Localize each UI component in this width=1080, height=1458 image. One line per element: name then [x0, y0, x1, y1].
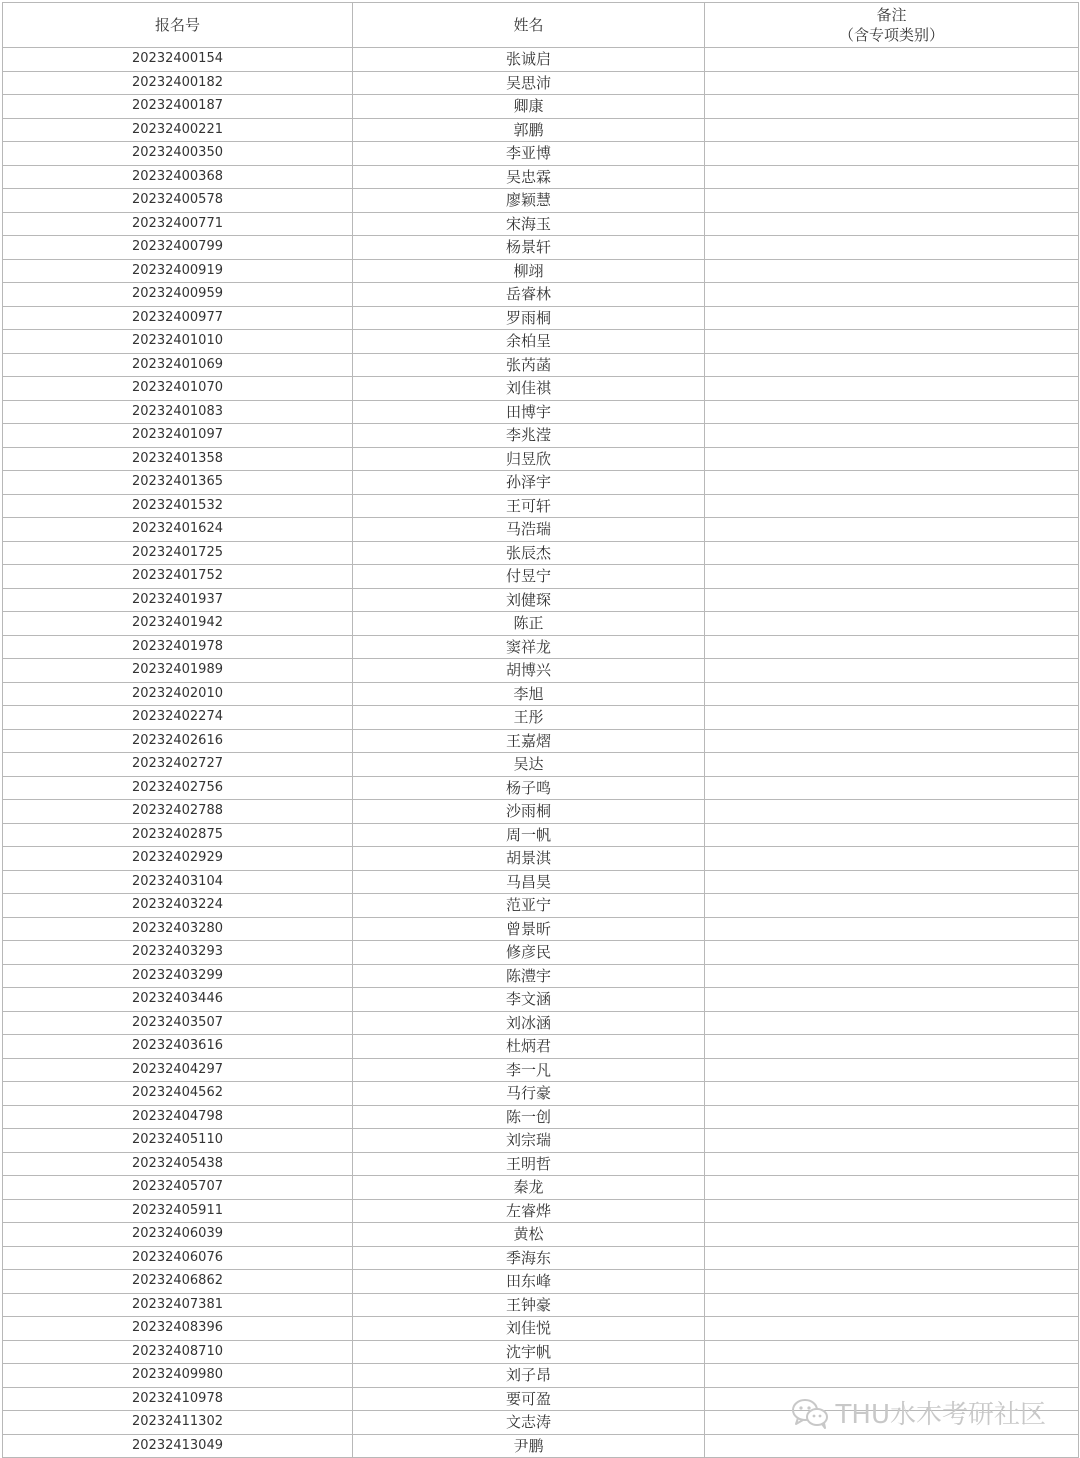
- cell-remark: [705, 847, 1079, 871]
- cell-id: 20232401069: [3, 353, 353, 377]
- cell-id: 20232400182: [3, 71, 353, 95]
- header-remark-title: 备注: [876, 6, 907, 24]
- cell-name: 陈正: [353, 612, 705, 636]
- cell-id: 20232400771: [3, 212, 353, 236]
- header-row: [3, 3, 1079, 48]
- cell-remark: [705, 447, 1079, 471]
- cell-name: 张诚启: [353, 48, 705, 72]
- table-row: [3, 659, 1079, 683]
- table-row: [3, 635, 1079, 659]
- table-row: [3, 1317, 1079, 1341]
- table-row: [3, 377, 1079, 401]
- table-row: [3, 1058, 1079, 1082]
- cell-id: 20232401010: [3, 330, 353, 354]
- cell-remark: [705, 1270, 1079, 1294]
- cell-id: 20232400350: [3, 142, 353, 166]
- cell-id: 20232402616: [3, 729, 353, 753]
- header-id: 报名号: [3, 3, 353, 48]
- cell-id: 20232403293: [3, 941, 353, 965]
- cell-remark: [705, 682, 1079, 706]
- cell-id: 20232401532: [3, 494, 353, 518]
- cell-name: 窦祥龙: [353, 635, 705, 659]
- cell-id: 20232402756: [3, 776, 353, 800]
- table-row: [3, 1293, 1079, 1317]
- table-row: [3, 212, 1079, 236]
- cell-name: 刘健琛: [353, 588, 705, 612]
- cell-name: 王钟豪: [353, 1293, 705, 1317]
- cell-id: 20232400977: [3, 306, 353, 330]
- cell-id: 20232404798: [3, 1105, 353, 1129]
- cell-remark: [705, 48, 1079, 72]
- cell-name: 王彤: [353, 706, 705, 730]
- table-row: [3, 729, 1079, 753]
- cell-id: 20232408710: [3, 1340, 353, 1364]
- table-row: [3, 1434, 1079, 1458]
- table-row: [3, 753, 1079, 777]
- cell-remark: [705, 1246, 1079, 1270]
- cell-id: 20232402788: [3, 800, 353, 824]
- cell-name: 李亚博: [353, 142, 705, 166]
- cell-name: 黄松: [353, 1223, 705, 1247]
- cell-name: 杜炳君: [353, 1035, 705, 1059]
- cell-name: 孙泽宇: [353, 471, 705, 495]
- cell-remark: [705, 1340, 1079, 1364]
- cell-remark: [705, 1293, 1079, 1317]
- cell-id: 20232402727: [3, 753, 353, 777]
- cell-remark: [705, 1317, 1079, 1341]
- cell-id: 20232403616: [3, 1035, 353, 1059]
- cell-remark: [705, 1434, 1079, 1458]
- table-row: [3, 988, 1079, 1012]
- cell-remark: [705, 518, 1079, 542]
- cell-remark: [705, 189, 1079, 213]
- cell-remark: [705, 706, 1079, 730]
- table-row: [3, 95, 1079, 119]
- cell-name: 刘子昂: [353, 1364, 705, 1388]
- cell-remark: [705, 95, 1079, 119]
- cell-id: 20232413049: [3, 1434, 353, 1458]
- cell-name: 陈一创: [353, 1105, 705, 1129]
- cell-id: 20232401358: [3, 447, 353, 471]
- cell-remark: [705, 1387, 1079, 1411]
- cell-name: 李兆滢: [353, 424, 705, 448]
- table-row: [3, 565, 1079, 589]
- cell-remark: [705, 894, 1079, 918]
- admission-table: [2, 2, 1079, 1458]
- cell-name: 杨子鸣: [353, 776, 705, 800]
- cell-id: 20232401978: [3, 635, 353, 659]
- cell-id: 20232401942: [3, 612, 353, 636]
- cell-remark: [705, 494, 1079, 518]
- cell-remark: [705, 659, 1079, 683]
- cell-name: 张芮菡: [353, 353, 705, 377]
- cell-name: 周一帆: [353, 823, 705, 847]
- cell-name: 宋海玉: [353, 212, 705, 236]
- table-row: [3, 682, 1079, 706]
- cell-id: 20232400578: [3, 189, 353, 213]
- cell-id: 20232403280: [3, 917, 353, 941]
- cell-name: 张辰杰: [353, 541, 705, 565]
- table-row: [3, 800, 1079, 824]
- cell-remark: [705, 424, 1079, 448]
- cell-name: 王可轩: [353, 494, 705, 518]
- cell-name: 柳翊: [353, 259, 705, 283]
- cell-name: 廖颖慧: [353, 189, 705, 213]
- admission-list: [2, 2, 1078, 1458]
- table-row: [3, 1129, 1079, 1153]
- cell-remark: [705, 1035, 1079, 1059]
- cell-remark: [705, 165, 1079, 189]
- cell-name: 刘佳祺: [353, 377, 705, 401]
- cell-id: 20232411302: [3, 1411, 353, 1435]
- cell-name: 秦龙: [353, 1176, 705, 1200]
- cell-id: 20232403224: [3, 894, 353, 918]
- table-row: [3, 259, 1079, 283]
- cell-name: 刘冰涵: [353, 1011, 705, 1035]
- cell-id: 20232406862: [3, 1270, 353, 1294]
- table-row: [3, 400, 1079, 424]
- cell-id: 20232406039: [3, 1223, 353, 1247]
- cell-remark: [705, 142, 1079, 166]
- cell-name: 田东峰: [353, 1270, 705, 1294]
- cell-remark: [705, 823, 1079, 847]
- table-row: [3, 776, 1079, 800]
- cell-remark: [705, 964, 1079, 988]
- cell-id: 20232401365: [3, 471, 353, 495]
- cell-remark: [705, 729, 1079, 753]
- table-row: [3, 917, 1079, 941]
- cell-id: 20232408396: [3, 1317, 353, 1341]
- cell-id: 20232403446: [3, 988, 353, 1012]
- cell-name: 吴思沛: [353, 71, 705, 95]
- cell-name: 曾景昕: [353, 917, 705, 941]
- table-row: [3, 424, 1079, 448]
- cell-remark: [705, 118, 1079, 142]
- table-row: [3, 941, 1079, 965]
- cell-remark: [705, 753, 1079, 777]
- cell-remark: [705, 1082, 1079, 1106]
- cell-id: 20232404562: [3, 1082, 353, 1106]
- table-row: [3, 588, 1079, 612]
- cell-name: 罗雨桐: [353, 306, 705, 330]
- table-row: [3, 189, 1079, 213]
- cell-remark: [705, 377, 1079, 401]
- cell-remark: [705, 1011, 1079, 1035]
- cell-name: 杨景轩: [353, 236, 705, 260]
- cell-remark: [705, 988, 1079, 1012]
- cell-id: 20232403299: [3, 964, 353, 988]
- cell-remark: [705, 353, 1079, 377]
- cell-id: 20232400221: [3, 118, 353, 142]
- cell-id: 20232400154: [3, 48, 353, 72]
- cell-remark: [705, 588, 1079, 612]
- cell-id: 20232401097: [3, 424, 353, 448]
- table-row: [3, 1199, 1079, 1223]
- table-row: [3, 1082, 1079, 1106]
- cell-id: 20232401989: [3, 659, 353, 683]
- table-row: [3, 306, 1079, 330]
- cell-remark: [705, 1129, 1079, 1153]
- cell-name: 王嘉熠: [353, 729, 705, 753]
- cell-name: 余柏呈: [353, 330, 705, 354]
- cell-remark: [705, 612, 1079, 636]
- cell-id: 20232405110: [3, 1129, 353, 1153]
- cell-remark: [705, 1364, 1079, 1388]
- cell-remark: [705, 1152, 1079, 1176]
- cell-id: 20232403104: [3, 870, 353, 894]
- cell-remark: [705, 212, 1079, 236]
- cell-remark: [705, 917, 1079, 941]
- cell-id: 20232402875: [3, 823, 353, 847]
- cell-id: 20232410978: [3, 1387, 353, 1411]
- cell-name: 范亚宁: [353, 894, 705, 918]
- table-row: [3, 330, 1079, 354]
- table-row: [3, 1246, 1079, 1270]
- cell-remark: [705, 1199, 1079, 1223]
- cell-name: 季海东: [353, 1246, 705, 1270]
- cell-remark: [705, 306, 1079, 330]
- table-row: [3, 165, 1079, 189]
- cell-id: 20232401083: [3, 400, 353, 424]
- table-row: [3, 71, 1079, 95]
- cell-id: 20232401752: [3, 565, 353, 589]
- cell-id: 20232405911: [3, 1199, 353, 1223]
- table-row: [3, 1364, 1079, 1388]
- cell-id: 20232401725: [3, 541, 353, 565]
- table-row: [3, 518, 1079, 542]
- cell-name: 李文涵: [353, 988, 705, 1012]
- header-remark-subtitle: （含专项类别）: [838, 26, 944, 44]
- cell-name: 沙雨桐: [353, 800, 705, 824]
- cell-name: 吴达: [353, 753, 705, 777]
- cell-name: 马浩瑞: [353, 518, 705, 542]
- cell-name: 田博宇: [353, 400, 705, 424]
- cell-name: 修彦民: [353, 941, 705, 965]
- cell-remark: [705, 400, 1079, 424]
- cell-name: 马行豪: [353, 1082, 705, 1106]
- cell-remark: [705, 236, 1079, 260]
- table-row: [3, 612, 1079, 636]
- cell-id: 20232400919: [3, 259, 353, 283]
- cell-remark: [705, 776, 1079, 800]
- table-row: [3, 541, 1079, 565]
- cell-id: 20232405707: [3, 1176, 353, 1200]
- table-row: [3, 706, 1079, 730]
- cell-id: 20232401070: [3, 377, 353, 401]
- cell-remark: [705, 471, 1079, 495]
- table-row: [3, 1105, 1079, 1129]
- table-row: [3, 870, 1079, 894]
- cell-id: 20232409980: [3, 1364, 353, 1388]
- cell-name: 马昌昊: [353, 870, 705, 894]
- cell-remark: [705, 283, 1079, 307]
- cell-name: 岳睿林: [353, 283, 705, 307]
- cell-remark: [705, 800, 1079, 824]
- cell-name: 刘宗瑞: [353, 1129, 705, 1153]
- table-row: [3, 353, 1079, 377]
- cell-name: 胡景淇: [353, 847, 705, 871]
- table-row: [3, 1411, 1079, 1435]
- table-row: [3, 118, 1079, 142]
- table-row: [3, 447, 1079, 471]
- cell-remark: [705, 941, 1079, 965]
- cell-id: 20232401937: [3, 588, 353, 612]
- table-body: [3, 48, 1079, 1458]
- cell-remark: [705, 635, 1079, 659]
- cell-name: 吴忠霖: [353, 165, 705, 189]
- cell-id: 20232400959: [3, 283, 353, 307]
- cell-remark: [705, 565, 1079, 589]
- cell-name: 沈宇帆: [353, 1340, 705, 1364]
- cell-name: 刘佳悦: [353, 1317, 705, 1341]
- table-row: [3, 48, 1079, 72]
- cell-remark: [705, 1058, 1079, 1082]
- cell-remark: [705, 1223, 1079, 1247]
- table-row: [3, 1176, 1079, 1200]
- table-row: [3, 1387, 1079, 1411]
- table-row: [3, 494, 1079, 518]
- cell-remark: [705, 1411, 1079, 1435]
- cell-name: 付昱宁: [353, 565, 705, 589]
- cell-id: 20232405438: [3, 1152, 353, 1176]
- cell-name: 李一凡: [353, 1058, 705, 1082]
- table-row: [3, 894, 1079, 918]
- header-remark: [705, 3, 1079, 48]
- cell-id: 20232402274: [3, 706, 353, 730]
- cell-name: 陈澧宇: [353, 964, 705, 988]
- cell-name: 李旭: [353, 682, 705, 706]
- cell-remark: [705, 330, 1079, 354]
- table-row: [3, 283, 1079, 307]
- table-row: [3, 847, 1079, 871]
- table-row: [3, 1270, 1079, 1294]
- cell-remark: [705, 1105, 1079, 1129]
- cell-name: 卿康: [353, 95, 705, 119]
- table-row: [3, 964, 1079, 988]
- cell-id: 20232400187: [3, 95, 353, 119]
- cell-remark: [705, 1176, 1079, 1200]
- table-row: [3, 1011, 1079, 1035]
- table-row: [3, 823, 1079, 847]
- cell-name: 尹鹏: [353, 1434, 705, 1458]
- table-row: [3, 236, 1079, 260]
- cell-name: 郭鹏: [353, 118, 705, 142]
- cell-name: 要可盈: [353, 1387, 705, 1411]
- cell-remark: [705, 259, 1079, 283]
- cell-name: 左睿烨: [353, 1199, 705, 1223]
- cell-remark: [705, 870, 1079, 894]
- cell-name: 胡博兴: [353, 659, 705, 683]
- cell-id: 20232404297: [3, 1058, 353, 1082]
- watermark-text: THU水木考研社区: [835, 1400, 1046, 1430]
- table-row: [3, 471, 1079, 495]
- cell-name: 归昱欣: [353, 447, 705, 471]
- header-name: 姓名: [353, 3, 705, 48]
- cell-id: 20232402010: [3, 682, 353, 706]
- cell-id: 20232400368: [3, 165, 353, 189]
- cell-id: 20232402929: [3, 847, 353, 871]
- cell-id: 20232400799: [3, 236, 353, 260]
- table-row: [3, 142, 1079, 166]
- cell-id: 20232403507: [3, 1011, 353, 1035]
- cell-name: 王明哲: [353, 1152, 705, 1176]
- cell-remark: [705, 71, 1079, 95]
- table-row: [3, 1152, 1079, 1176]
- cell-name: 文志涛: [353, 1411, 705, 1435]
- table-row: [3, 1035, 1079, 1059]
- cell-id: 20232401624: [3, 518, 353, 542]
- cell-id: 20232406076: [3, 1246, 353, 1270]
- table-row: [3, 1340, 1079, 1364]
- table-row: [3, 1223, 1079, 1247]
- cell-remark: [705, 541, 1079, 565]
- cell-id: 20232407381: [3, 1293, 353, 1317]
